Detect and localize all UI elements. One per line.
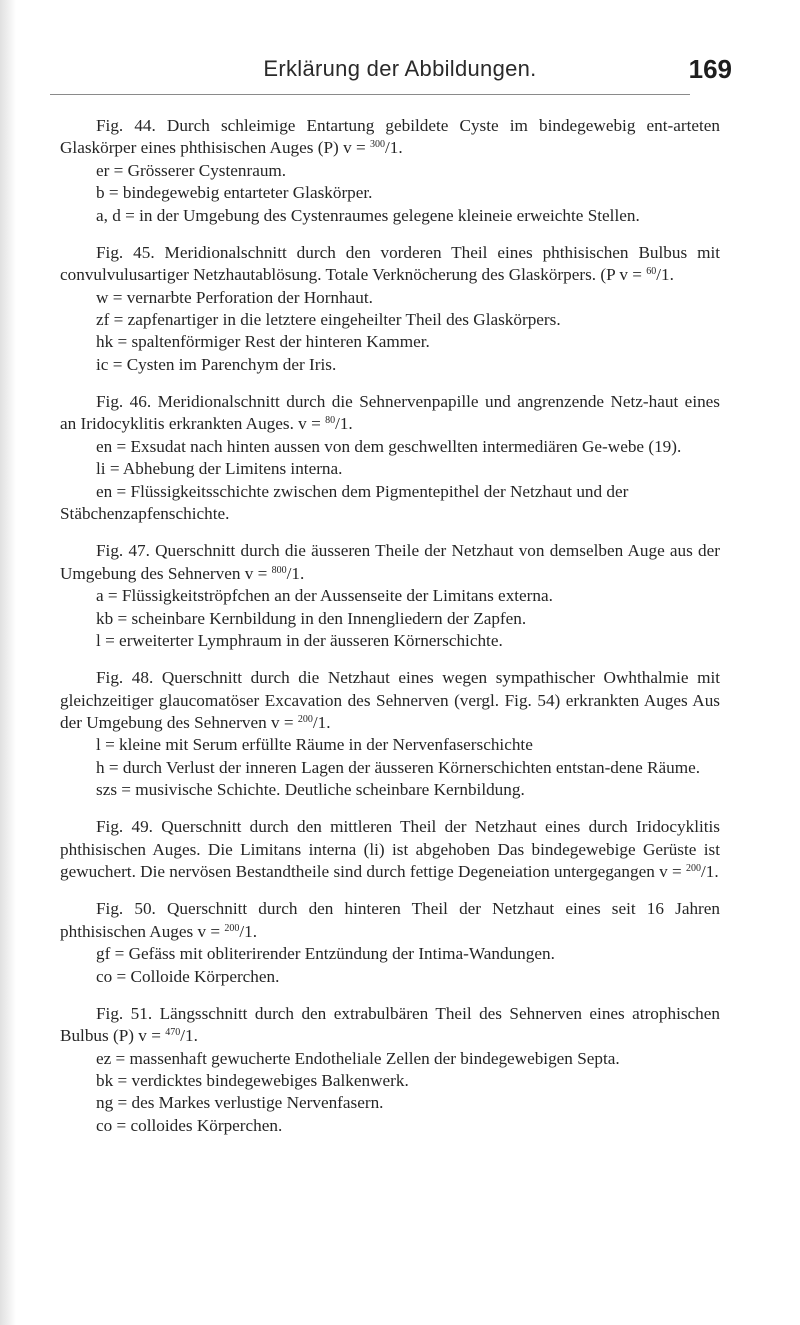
figure-label: l = kleine mit Serum erfüllte Räume in der Nervenfaserschichte: [96, 735, 533, 755]
figure-caption: Fig. 50. Querschnitt durch den hinteren Theil der Netzhaut eines seit 16 Jahren phthisischen Auges v = $^{200}$/1.: [60, 899, 720, 941]
magnification: 200: [686, 863, 702, 875]
figure-label: hk = spaltenförmiger Rest der hinteren Kammer.: [96, 332, 430, 352]
running-title: Erklärung der Abbildungen.: [263, 56, 537, 81]
page-gutter-shadow: [0, 0, 16, 1325]
figure-label: zf = zapfenartiger in die letztere eingeheilter Theil des Glaskörpers.: [96, 310, 561, 330]
magnification: 200: [297, 713, 313, 725]
magnification: 200: [224, 922, 240, 934]
magnification: 80: [325, 415, 336, 427]
figure-entry-49: [60, 816, 720, 883]
magnification: 60: [646, 266, 657, 278]
figure-caption: Fig. 47. Querschnitt durch die äusseren Theile der Netzhaut von demselben Auge aus der Umgebung des Sehnerven v = $^{800}$/1.: [60, 541, 720, 583]
magnification: 800: [271, 564, 287, 576]
figure-label: co = colloides Körperchen.: [96, 1115, 283, 1135]
figure-label: ez = massenhaft gewucherte Endotheliale Zellen der bindegewebigen Septa.: [96, 1048, 620, 1068]
figure-caption: Fig. 51. Längsschnitt durch den extrabulbären Theil des Sehnerven eines atrophischen Bulbus (P) v = $^{470}$/1.: [60, 1003, 720, 1046]
figure-entry-46: [60, 391, 720, 525]
figure-label: ic = Cysten im Parenchym der Iris.: [96, 354, 337, 374]
figure-entry-47: [60, 540, 720, 652]
figure-entry-50: [60, 898, 720, 988]
figure-label: h = durch Verlust der inneren Lagen der äusseren Körnerschichten entstan-dene Räume.: [96, 757, 701, 777]
page-header: [40, 56, 760, 96]
page-number: 169: [688, 54, 732, 84]
figure-label: en = Exsudat nach hinten aussen von dem geschwellten intermediären Ge-webe (19).: [96, 436, 682, 456]
figure-caption: Fig. 46. Meridionalschnitt durch die Sehnervenpapille und angrenzende Netz-haut eines an Iridocyklitis erkrankten Auges. v = $^{80}$/1.: [60, 392, 720, 434]
magnification: 300: [369, 139, 385, 151]
figure-label: en = Flüssigkeitsschichte zwischen dem Pigmentepithel der Netzhaut und der Stäbchenzapfenschichte.: [60, 481, 629, 524]
figure-label: gf = Gefäss mit obliterirender Entzündung der Intima-Wandungen.: [96, 944, 555, 964]
figure-entry-51: [60, 1003, 720, 1137]
figure-label: bk = verdicktes bindegewebiges Balkenwerk.: [96, 1071, 409, 1091]
figure-caption: Fig. 44. Durch schleimige Entartung gebildete Cyste im bindegewebig ent-arteten Glaskörper eines phthisischen Auges (P) v = $^{300}$/1.: [60, 116, 720, 158]
figure-label: co = Colloide Körperchen.: [96, 966, 280, 986]
figure-explanations: [60, 115, 720, 1152]
figure-caption: Fig. 49. Querschnitt durch den mittleren Theil der Netzhaut eines durch Iridocyklitis phthisischen Auges. Die Limitans interna (li) ist abgehoben Das bindegewebige Gerüste ist gewuchert. Die nervösen Bestandtheile sind durch fettige Degeneiation untergegangen v = $^{200}$/1.: [60, 817, 720, 882]
figure-caption: Fig. 45. Meridionalschnitt durch den vorderen Theil eines phthisischen Bulbus mit convulvulusartiger Netzhautablösung. Totale Verknöcherung des Glaskörpers. (P v = $^{60}$/1.: [60, 242, 720, 285]
magnification: 470: [165, 1027, 181, 1039]
figure-label: szs = musivische Schichte. Deutliche scheinbare Kernbildung.: [96, 780, 525, 800]
figure-label: kb = scheinbare Kernbildung in den Innengliedern der Zapfen.: [96, 608, 527, 628]
header-rule: [50, 94, 690, 95]
figure-entry-45: [60, 242, 720, 376]
figure-caption: Fig. 48. Querschnitt durch die Netzhaut eines wegen sympathischer Owhthalmie mit gleichzeitiger glaucomatöser Excavation des Sehnerven (vergl. Fig. 54) erkrankten Auges Aus der Umgebung des Sehnerven v = $^{200}$/1.: [60, 668, 720, 732]
figure-label: li = Abhebung der Limitens interna.: [96, 459, 343, 479]
figure-label: er = Grösserer Cystenraum.: [96, 160, 287, 180]
figure-entry-44: [60, 115, 720, 227]
figure-entry-48: [60, 667, 720, 801]
figure-label: ng = des Markes verlustige Nervenfasern.: [96, 1093, 384, 1113]
figure-label: w = vernarbte Perforation der Hornhaut.: [96, 287, 373, 307]
figure-label: a = Flüssigkeitströpfchen an der Aussenseite der Limitans externa.: [96, 586, 553, 606]
figure-label: a, d = in der Umgebung des Cystenraumes gelegene kleineie erweichte Stellen.: [96, 205, 640, 225]
figure-label: b = bindegewebig entarteter Glaskörper.: [96, 183, 373, 203]
figure-label: l = erweiterter Lymphraum in der äusseren Körnerschichte.: [96, 630, 503, 650]
